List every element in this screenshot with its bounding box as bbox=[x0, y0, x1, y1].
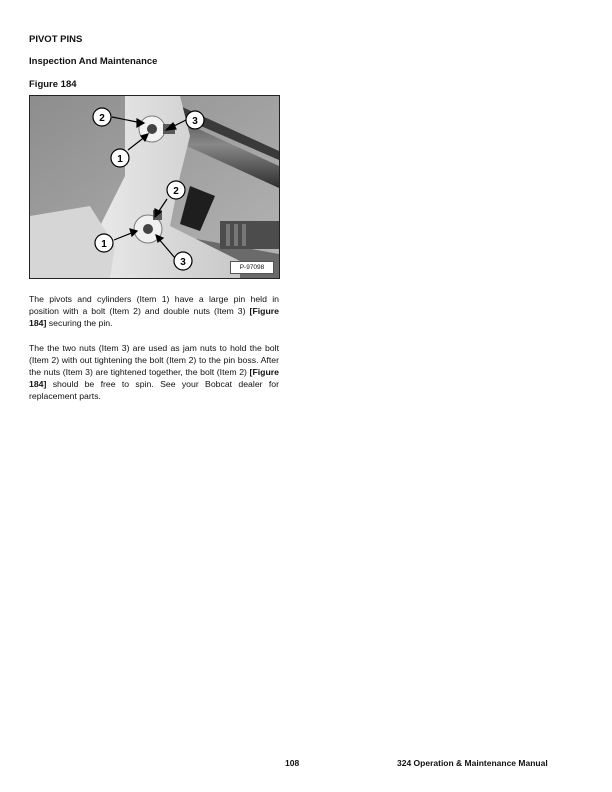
paragraph-jam-nuts bbox=[29, 342, 279, 402]
section-title: PIVOT PINS bbox=[29, 34, 83, 45]
callout-lower-bolt-label: 2 bbox=[173, 186, 179, 197]
figure-id-tag: P-97098 bbox=[230, 261, 274, 274]
para1-text-end: securing the pin. bbox=[46, 318, 113, 329]
page-number: 108 bbox=[285, 758, 300, 768]
callout-lower-nut-label: 3 bbox=[180, 257, 186, 268]
callout-top-bolt-label: 2 bbox=[99, 113, 105, 124]
callout-lower-bolt bbox=[167, 181, 185, 199]
callout-top-pin-label: 1 bbox=[117, 154, 123, 165]
callout-top-nut bbox=[186, 111, 204, 129]
callout-lower-pin bbox=[95, 234, 113, 252]
callout-top-pin bbox=[111, 149, 129, 167]
callout-lower-nut bbox=[174, 252, 192, 270]
callout-top-nut-label: 3 bbox=[192, 116, 198, 127]
figure-label: Figure 184 bbox=[29, 79, 77, 90]
para2-figure-ref: [Figure 184] bbox=[29, 367, 279, 390]
para1-figure-ref: [Figure 184] bbox=[29, 306, 279, 329]
manual-title: 324 Operation & Maintenance Manual bbox=[397, 758, 548, 768]
figure-184-photo bbox=[29, 95, 280, 279]
subsection-title: Inspection And Maintenance bbox=[29, 56, 158, 67]
para2-text-end: should be free to spin. See your Bobcat dealer for replacement parts. bbox=[29, 379, 279, 402]
callout-lower-pin-label: 1 bbox=[101, 239, 107, 250]
para2-text: The the two nuts (Item 3) are used as jam nuts to hold the bolt (Item 2) with out tightening the bolt (Item 2) to the pin boss. After the nuts (Item 3) are tightened together, the bolt (Item 2) bbox=[29, 343, 279, 378]
para1-text: The pivots and cylinders (Item 1) have a large pin held in position with a bolt (Item 2) and double nuts (Item 3) bbox=[29, 294, 279, 317]
callout-top-bolt bbox=[93, 108, 111, 126]
paragraph-pivot-description bbox=[29, 293, 279, 329]
